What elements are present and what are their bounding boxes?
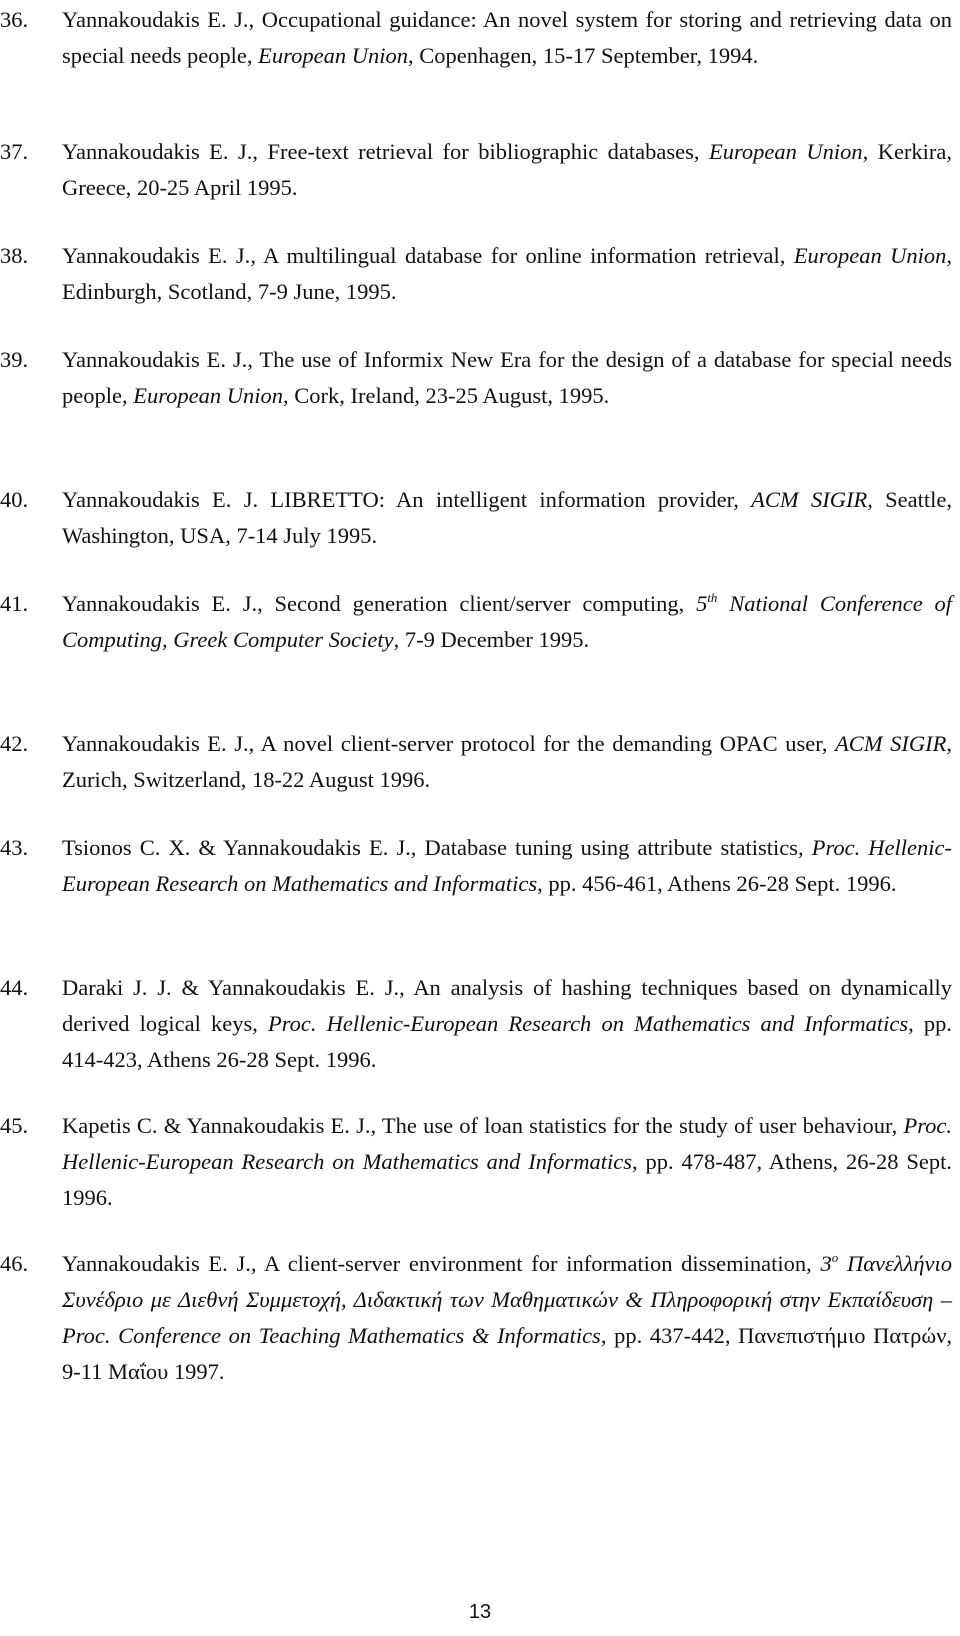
reference-details: , Seattle, Washington, USA, 7-14 July 1995.	[62, 487, 952, 548]
reference-text	[62, 482, 952, 554]
reference-text: Tsionos C. X. & Yannakoudakis E. J., Database tuning using attribute statistics, Proc. Hellenic-European Research on Mathematics and Informatics, pp. 456-461, Athens 26-28 Sept. 1996.	[62, 835, 953, 896]
reference-title: The use of loan statistics for the study of user behaviour,	[381, 1113, 904, 1138]
reference-venue: Proc. Hellenic-European Research on Mathematics and Informatics	[268, 1011, 909, 1036]
reference-number: 38.	[0, 243, 29, 268]
reference-details: , pp. 437-442, Πανεπιστήμιο Πατρών, 9-11 Μαΐου 1997.	[62, 1323, 952, 1384]
reference-details: , pp. 456-461, Athens 26-28 Sept. 1996.	[537, 871, 897, 896]
reference-title: The use of Informix New Era for the design of a database for special needs people,	[62, 347, 952, 408]
reference-text: Yannakoudakis E. J., Second generation client/server computing, 5th National Conference of Computing, Greek Computer Society, 7-9 December 1995.	[62, 590, 953, 652]
reference-venue: European Union	[708, 139, 863, 164]
reference-venue: ACM SIGIR	[751, 487, 868, 512]
reference-title: LIBRETTO: An intelligent information provider,	[270, 487, 752, 512]
ordinal-superscript: ο	[831, 1250, 839, 1265]
reference-venue: Πανελλήνιο Συνέδριο με Διεθνή Συμμετοχή, Διδακτική των Μαθηματικών & Πληροφορική στην Εκπαίδευση – Proc. Conference on Teaching Mathematics & Informatics	[62, 1251, 952, 1348]
ordinal-superscript: th	[707, 590, 718, 605]
reference-text: Yannakoudakis E. J., Occupational guidance: An novel system for storing and retrieving data on special needs people, European Union, Copenhagen, 15-17 September, 1994.	[62, 7, 952, 68]
reference-number: 39.	[0, 347, 29, 372]
reference-details: , pp. 414-423, Athens 26-28 Sept. 1996.	[62, 1011, 953, 1072]
reference-details: , Edinburgh, Scotland, 7-9 June, 1995.	[62, 243, 953, 304]
reference-title: Database tuning using attribute statistics,	[424, 835, 812, 860]
reference-details: , Cork, Ireland, 23-25 August, 1995.	[283, 383, 610, 408]
reference-author: Tsionos C. X. & Yannakoudakis E. J.	[62, 835, 411, 860]
reference-venue: National Conference of Computing, Greek Computer Society	[62, 591, 953, 652]
reference-author: Daraki J. J. & Yannakoudakis E. J.	[62, 975, 400, 1000]
reference-text: Yannakoudakis E. J., A client-server environment for information dissemination, $3^o$ Πανελλήνιο Συνέδριο με Διεθνή Συμμετοχή, Διδακτική των Μαθηματικών & Πληροφορική στην Εκπαίδευση – Proc. Conference on Teaching Mathematics & Informatics, pp. 437-442, Πανεπιστήμιο Πατρών, 9-11 Μαΐου 1997.	[62, 1250, 952, 1384]
reference-number: 46.	[0, 1251, 29, 1276]
reference-details: , 7-9 December 1995.	[393, 627, 590, 652]
reference-venue: Proc. Hellenic-European Research on Mathematics and Informatics	[62, 1113, 952, 1174]
reference-venue: European Union	[258, 43, 408, 68]
reference-title: Free-text retrieval for bibliographic databases,	[267, 139, 709, 164]
reference-text: Yannakoudakis E. J., The use of Informix New Era for the design of a database for special needs people, European Union, Cork, Ireland, 23-25 August, 1995.	[62, 347, 952, 408]
reference-title: An analysis of hashing techniques based on dynamically derived logical keys,	[62, 975, 953, 1036]
reference-number: 41.	[0, 591, 29, 616]
reference-venue: ACM SIGIR	[835, 731, 947, 756]
reference-text: Yannakoudakis E. J., A novel client-server protocol for the demanding OPAC user, ACM SIGIR, Zurich, Switzerland, 18-22 August 1996.	[62, 731, 952, 792]
reference-author: Yannakoudakis E. J.	[62, 139, 253, 164]
reference-venue: European Union	[793, 243, 947, 268]
reference-details: , Zurich, Switzerland, 18-22 August 1996.	[62, 731, 952, 792]
reference-venue: European Union	[133, 383, 284, 408]
reference-author: Yannakoudakis E. J.	[62, 487, 259, 512]
reference-author: Yannakoudakis E. J.	[62, 7, 249, 32]
reference-text: Yannakoudakis E. J., Free-text retrieval for bibliographic databases, European Union, Kerkira, Greece, 20-25 April 1995.	[62, 139, 953, 200]
reference-title: A client-server environment for information dissemination,	[263, 1251, 821, 1276]
reference-author: Yannakoudakis E. J.	[62, 1251, 251, 1276]
reference-number: 40.	[0, 487, 29, 512]
reference-title: A novel client-server protocol for the demanding OPAC user,	[260, 731, 836, 756]
reference-number: 37.	[0, 139, 29, 164]
reference-author: Yannakoudakis E. J.	[62, 731, 249, 756]
reference-title: Second generation client/server computing,	[274, 591, 697, 616]
reference-author: Yannakoudakis E. J.	[62, 347, 248, 372]
page-number: 13	[468, 1601, 492, 1623]
reference-number: 36.	[0, 7, 29, 32]
reference-text: Yannakoudakis E. J., A multilingual database for online information retrieval, European Union, Edinburgh, Scotland, 7-9 June, 1995.	[62, 243, 953, 304]
reference-details: , Kerkira, Greece, 20-25 April 1995.	[62, 139, 953, 200]
reference-author: Yannakoudakis E. J.	[62, 591, 258, 616]
reference-text: Kapetis C. & Yannakoudakis E. J., The use of loan statistics for the study of user behaviour, Proc. Hellenic-European Research on Mathematics and Informatics, pp. 478-487, Athens, 26-28 Sept. 1996.	[62, 1113, 952, 1210]
reference-title: A multilingual database for online information retrieval,	[263, 243, 794, 268]
reference-title: Occupational guidance: An novel system for storing and retrieving data on special needs people,	[62, 7, 952, 68]
reference-number: 43.	[0, 835, 29, 860]
reference-number: 45.	[0, 1113, 29, 1138]
reference-details: , Copenhagen, 15-17 September, 1994.	[407, 43, 759, 68]
reference-number: 44.	[0, 975, 29, 1000]
reference-text: Daraki J. J. & Yannakoudakis E. J., An analysis of hashing techniques based on dynamically derived logical keys, Proc. Hellenic-European Research on Mathematics and Informatics, pp. 414-423, Athens 26-28 Sept. 1996.	[62, 975, 953, 1072]
reference-number: 42.	[0, 731, 29, 756]
reference-details: , pp. 478-487, Athens, 26-28 Sept. 1996.	[62, 1149, 952, 1210]
reference-venue: Proc. Hellenic-European Research on Mathematics and Informatics	[62, 835, 953, 896]
reference-author: Kapetis C. & Yannakoudakis E. J.	[62, 1113, 371, 1138]
reference-author: Yannakoudakis E. J.	[62, 243, 251, 268]
